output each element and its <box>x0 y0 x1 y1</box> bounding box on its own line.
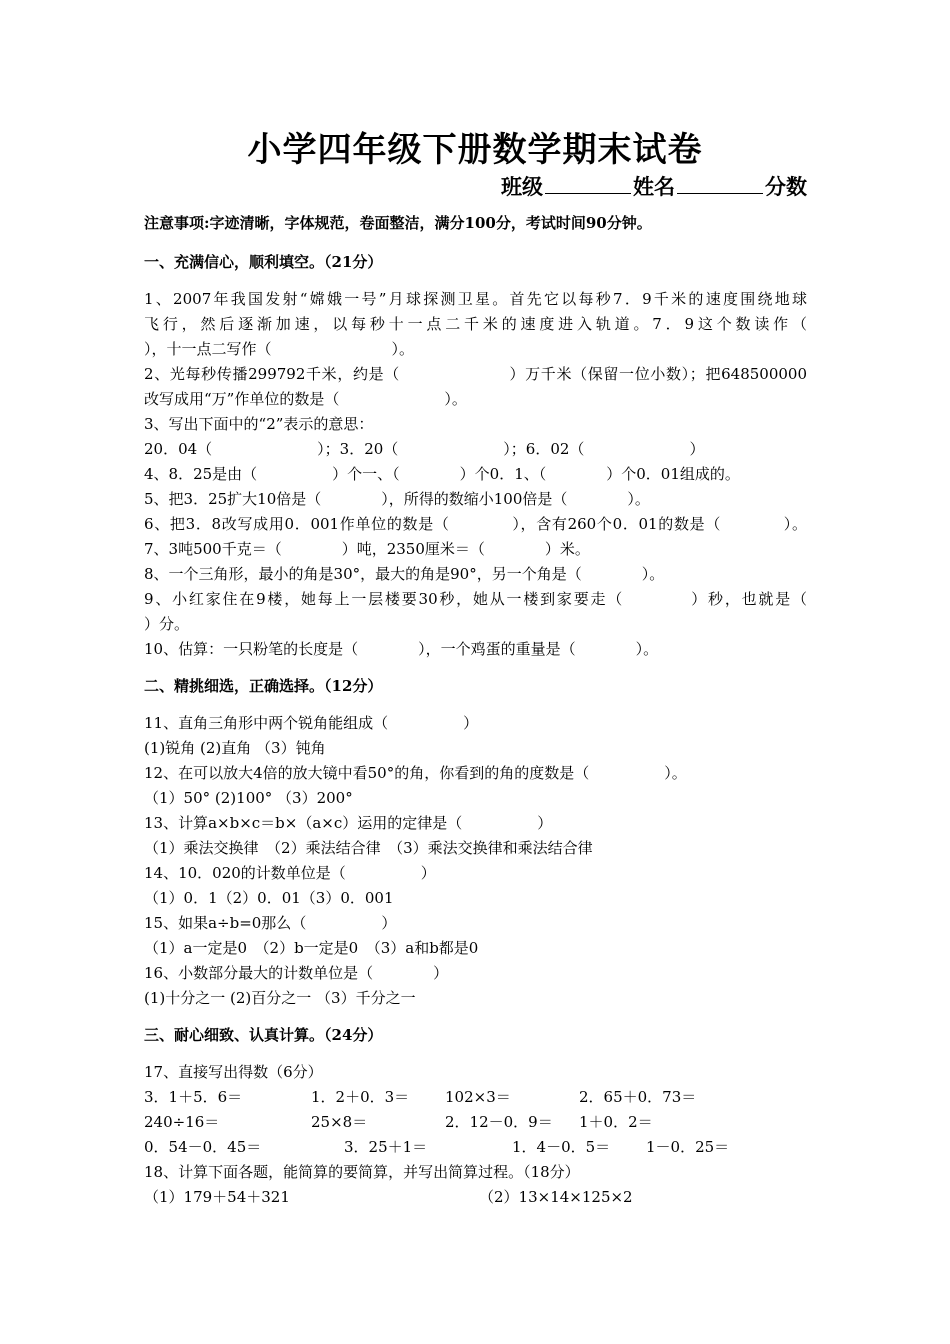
question-line: 1、2007年我国发射“嫦娥一号”月球探测卫星。首先它以每秒7．9千米的速度围绕地球 <box>144 290 807 308</box>
calc-item: （2）13×14×125×2 <box>479 1188 633 1206</box>
calc-item: 102×3＝ <box>445 1088 511 1106</box>
question-line: ）分。 <box>144 615 190 633</box>
notice: 注意事项:字迹清晰，字体规范，卷面整洁，满分100分，考试时间90分钟。 <box>144 214 652 232</box>
student-info-row <box>501 172 807 202</box>
question-line: 6、把3．8改写成用0．001作单位的数是（ ），含有260个0．01的数是（ ）。 <box>144 515 807 533</box>
question-line: ），十一点二写作（ ）。 <box>144 340 415 358</box>
calc-item: 2．65＋0．73＝ <box>579 1088 697 1106</box>
question-line: 16、小数部分最大的计数单位是（ ） <box>144 964 449 982</box>
section3-heading: 三、耐心细致、认真计算。（24分） <box>144 1026 383 1044</box>
class-label: 班级 <box>501 174 543 199</box>
calc-item: 1．2＋0．3＝ <box>311 1088 410 1106</box>
question-line: 飞行，然后逐渐加速，以每秒十一点二千米的速度进入轨道。7．9这个数读作（ <box>144 315 807 333</box>
calc-item: 0．54－0．45＝ <box>144 1138 262 1156</box>
class-blank[interactable] <box>545 175 631 194</box>
calc-item: 2．12－0．9＝ <box>445 1113 553 1131</box>
question-line: 8、一个三角形，最小的角是30°，最大的角是90°，另一个角是（ ）。 <box>144 565 665 583</box>
question-line: 改写成用“万”作单位的数是（ ）。 <box>144 390 467 408</box>
option-line: （1）50° (2)100° （3）200° <box>144 789 353 807</box>
name-label: 姓名 <box>633 174 675 199</box>
section2-heading: 二、精挑细选，正确选择。（12分） <box>144 677 383 695</box>
score-label: 分数 <box>765 174 807 199</box>
question-line: 14、10．020的计数单位是（ ） <box>144 864 436 882</box>
section1-heading: 一、充满信心，顺利填空。（21分） <box>144 253 383 271</box>
question-line: 4、8．25是由（ ）个一、（ ）个0．1、（ ）个0．01组成的。 <box>144 465 740 483</box>
calc-item: 3．1＋5．6＝ <box>144 1088 243 1106</box>
question-line: 17、直接写出得数（6分） <box>144 1063 323 1081</box>
option-line: (1)十分之一 (2)百分之一 （3）千分之一 <box>144 989 416 1007</box>
question-line: 20．04（ ）；3．20（ ）；6．02（ ） <box>144 440 705 458</box>
question-line: 3、写出下面中的“2”表示的意思： <box>144 415 374 433</box>
calc-item: （1）179＋54＋321 <box>144 1188 290 1206</box>
question-line: 12、在可以放大4倍的放大镜中看50°的角，你看到的角的度数是（ ）。 <box>144 764 687 782</box>
question-line: 10、估算：一只粉笔的长度是（ ），一个鸡蛋的重量是（ ）。 <box>144 640 659 658</box>
option-line: （1）0．1（2）0．01（3）0．001 <box>144 889 394 907</box>
question-line: 13、计算a×b×c＝b×（a×c）运用的定律是（ ） <box>144 814 553 832</box>
option-line: （1）a一定是0 （2）b一定是0 （3）a和b都是0 <box>144 939 479 957</box>
calc-item: 1．4－0．5＝ <box>512 1138 611 1156</box>
question-line: 5、把3．25扩大10倍是（ ），所得的数缩小100倍是（ ）。 <box>144 490 650 508</box>
question-line: 7、3吨500千克＝（ ）吨，2350厘米＝（ ）米。 <box>144 540 590 558</box>
exam-title: 小学四年级下册数学期末试卷 <box>247 130 703 170</box>
calc-item: 25×8＝ <box>311 1113 368 1131</box>
calc-item: 3．25＋1＝ <box>344 1138 428 1156</box>
calc-item: 240÷16＝ <box>144 1113 220 1131</box>
option-line: （1）乘法交换律 （2）乘法结合律 （3）乘法交换律和乘法结合律 <box>144 839 593 857</box>
question-line: 2、光每秒传播299792千米，约是（ ）万千米（保留一位小数）；把648500000 <box>144 365 807 383</box>
question-line: 15、如果a÷b=0那么（ ） <box>144 914 397 932</box>
calc-item: 1－0．25＝ <box>646 1138 730 1156</box>
option-line: (1)锐角 (2)直角 （3）钝角 <box>144 739 326 757</box>
question-line: 18、计算下面各题，能简算的要简算，并写出简算过程。（18分） <box>144 1163 580 1181</box>
question-line: 9、小红家住在9楼，她每上一层楼要30秒，她从一楼到家要走（ ）秒，也就是（ <box>144 590 807 608</box>
name-blank[interactable] <box>677 175 763 194</box>
calc-item: 1＋0．2＝ <box>579 1113 653 1131</box>
question-line: 11、直角三角形中两个锐角能组成（ ） <box>144 714 479 732</box>
